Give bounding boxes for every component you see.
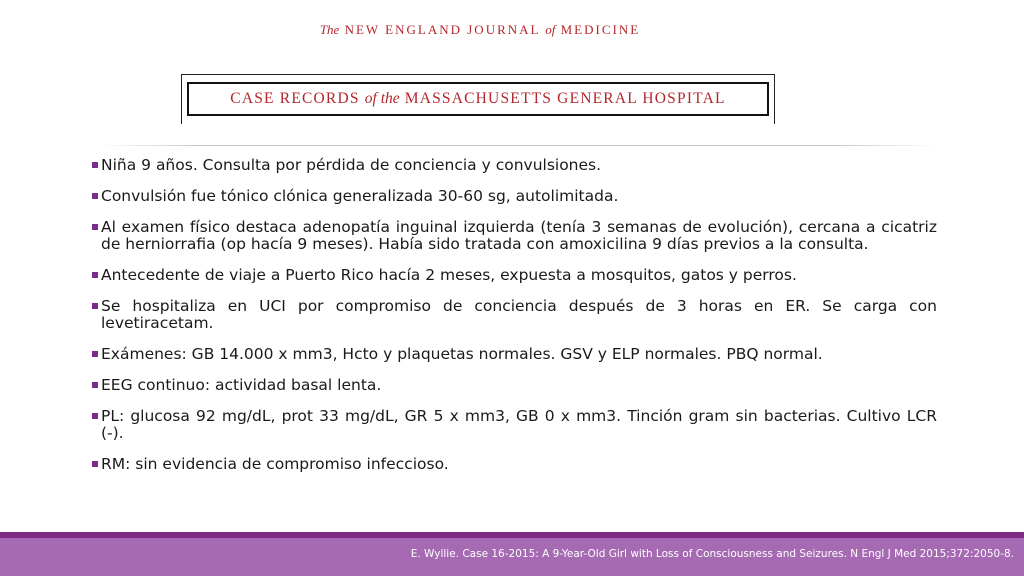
case-summary-list bbox=[92, 153, 937, 473]
list-item: Antecedente de viaje a Puerto Rico hacía 2 meses, expuesta a mosquitos, gatos y perros. bbox=[92, 267, 937, 284]
divider bbox=[98, 145, 938, 146]
banner-mgh: MASSACHUSETTS GENERAL HOSPITAL bbox=[404, 90, 726, 107]
list-item: Niña 9 años. Consulta por pérdida de conciencia y convulsiones. bbox=[92, 157, 937, 174]
list-item: Se hospitaliza en UCI por compromiso de conciencia después de 3 horas en ER. Se carga con levetiracetam. bbox=[92, 298, 937, 332]
journal-name: NEW ENGLAND JOURNAL bbox=[344, 22, 540, 37]
list-item: PL: glucosa 92 mg/dL, prot 33 mg/dL, GR 5 x mm3, GB 0 x mm3. Tinción gram sin bacterias. Cultivo LCR (-). bbox=[92, 408, 937, 442]
case-records-title bbox=[187, 82, 769, 116]
banner-of-the: of the bbox=[364, 90, 400, 107]
journal-header bbox=[0, 22, 960, 38]
banner-case-records: CASE RECORDS bbox=[230, 90, 360, 107]
citation: E. Wyllie. Case 16-2015: A 9-Year-Old Girl with Loss of Consciousness and Seizures. N Engl J Med 2015;372:2050-8. bbox=[410, 548, 1014, 560]
case-records-banner bbox=[181, 74, 775, 124]
journal-medicine: MEDICINE bbox=[560, 22, 641, 37]
list-item: RM: sin evidencia de compromiso infeccioso. bbox=[92, 456, 937, 473]
list-item: Al examen físico destaca adenopatía inguinal izquierda (tenía 3 semanas de evolución), cercana a cicatriz de herniorrafia (op hacía 9 meses). Había sido tratada con amoxicilina 9 días previos a la consulta. bbox=[92, 219, 937, 253]
list-item: Exámenes: GB 14.000 x mm3, Hcto y plaquetas normales. GSV y ELP normales. PBQ normal. bbox=[92, 346, 937, 363]
list-item: Convulsión fue tónico clónica generalizada 30-60 sg, autolimitada. bbox=[92, 188, 937, 205]
journal-the: The bbox=[319, 22, 340, 37]
list-item: EEG continuo: actividad basal lenta. bbox=[92, 377, 937, 394]
journal-of: of bbox=[545, 22, 556, 37]
